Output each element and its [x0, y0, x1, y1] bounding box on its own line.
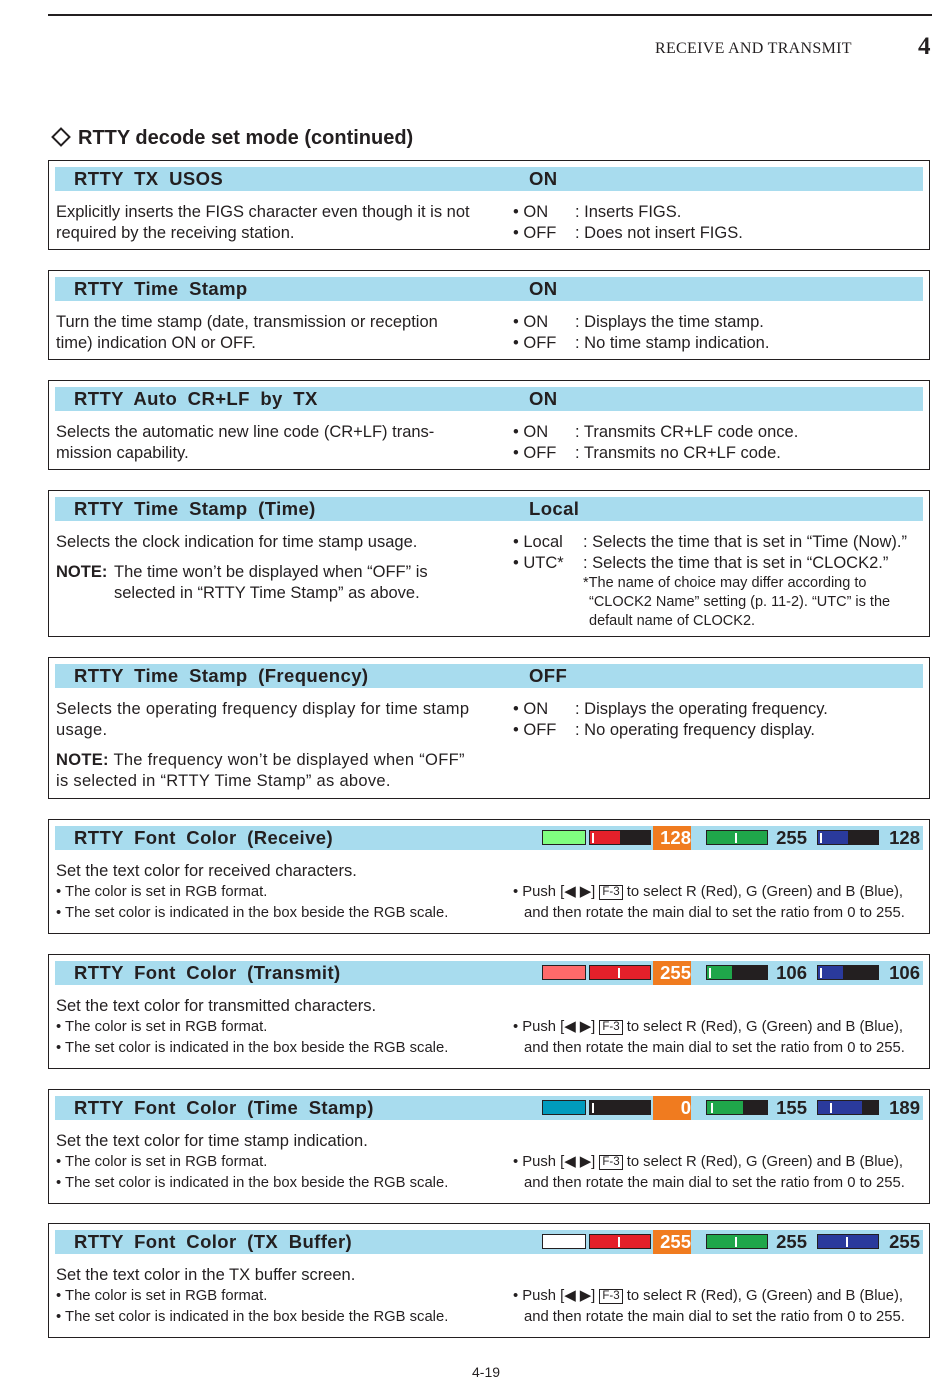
page-number: 4-19	[472, 1364, 501, 1380]
push-text-line2: and then rotate the main dial to set the ratio from 0 to 255.	[524, 1040, 905, 1056]
setting-description	[56, 996, 496, 1059]
description-lead: Set the text color in the TX buffer screen.	[56, 1266, 356, 1284]
green-scale	[706, 1100, 768, 1115]
setting-options	[513, 422, 931, 464]
option-key: • OFF	[513, 444, 557, 462]
note-label: NOTE:	[56, 563, 108, 581]
option-text: : Transmits CR+LF code once.	[575, 423, 799, 441]
setting-description	[56, 1131, 496, 1194]
color-swatch	[542, 965, 586, 980]
setting-default-value: OFF	[529, 665, 568, 686]
red-scale	[589, 1234, 651, 1249]
setting-description	[56, 312, 476, 354]
blue-scale	[817, 830, 879, 845]
description-bullet: • The set color is indicated in the box beside the RGB scale.	[56, 1309, 449, 1325]
push-instruction	[513, 1152, 931, 1194]
description-lead: Set the text color for time stamp indication.	[56, 1132, 368, 1150]
setting-box-font-color-tx-buffer	[48, 1223, 930, 1338]
description-text: Selects the operating frequency display for time stamp usage.	[56, 700, 470, 739]
setting-box-font-color-time-stamp	[48, 1089, 930, 1204]
setting-box-font-color-receive	[48, 819, 930, 934]
setting-label: RTTY Font Color (Receive)	[74, 827, 334, 848]
color-swatch	[542, 1234, 586, 1249]
setting-default-value: Local	[529, 498, 580, 519]
setting-header-bar	[55, 826, 923, 850]
top-rule	[48, 14, 932, 16]
setting-options	[513, 202, 931, 244]
option-item	[513, 699, 931, 720]
option-item	[513, 720, 931, 741]
option-item	[513, 202, 931, 223]
footnote: *The name of choice may differ according to “CLOCK2 Name” setting (p. 11-2). “UTC” is the default name of CLOCK2.	[583, 575, 891, 629]
setting-label: RTTY Font Color (Transmit)	[74, 962, 341, 983]
setting-default-value: ON	[529, 388, 558, 409]
description-text: Turn the time stamp (date, transmission or reception time) indication ON or OFF.	[56, 313, 438, 352]
description-bullet: • The color is set in RGB format.	[56, 1154, 268, 1170]
push-text: • Push [◀ ▶]	[513, 884, 596, 900]
push-instruction	[513, 1017, 931, 1059]
setting-box-time-stamp	[48, 270, 930, 360]
description-text: Explicitly inserts the FIGS character even though it is not required by the receiving station.	[56, 203, 470, 242]
description-bullet: • The color is set in RGB format.	[56, 1288, 268, 1304]
push-text-cont: to select R (Red), G (Green) and B (Blue),	[626, 1154, 904, 1170]
push-instruction	[513, 882, 931, 924]
note-text: The frequency won’t be displayed when “OFF” is selected in “RTTY Time Stamp” as above.	[56, 751, 465, 790]
setting-label: RTTY Font Color (Time Stamp)	[74, 1097, 374, 1118]
note-text: The time won’t be displayed when “OFF” is selected in “RTTY Time Stamp” as above.	[114, 563, 428, 602]
setting-description	[56, 1265, 496, 1328]
push-text: • Push [◀ ▶]	[513, 1019, 596, 1035]
option-key: • Local	[513, 533, 563, 551]
setting-description	[56, 422, 476, 464]
setting-default-value: ON	[529, 278, 558, 299]
description-text: Selects the clock indication for time stamp usage.	[56, 533, 418, 551]
option-text: : No operating frequency display.	[575, 721, 815, 739]
setting-header-bar	[55, 1096, 923, 1120]
f3-key: F-3	[599, 885, 622, 900]
setting-box-font-color-transmit	[48, 954, 930, 1069]
blue-value: 255	[889, 1231, 920, 1252]
red-scale	[589, 830, 651, 845]
green-scale	[706, 1234, 768, 1249]
blue-value: 128	[889, 827, 920, 848]
option-key: • ON	[513, 313, 549, 331]
option-key: • ON	[513, 700, 549, 718]
description-bullet: • The set color is indicated in the box beside the RGB scale.	[56, 1040, 449, 1056]
blue-scale	[817, 1234, 879, 1249]
setting-box-auto-crlf	[48, 380, 930, 470]
option-text: : Transmits no CR+LF code.	[575, 444, 781, 462]
option-text: : Does not insert FIGS.	[575, 224, 743, 242]
green-scale	[706, 965, 768, 980]
setting-header-bar	[55, 387, 923, 411]
push-instruction	[513, 1286, 931, 1328]
setting-description	[56, 699, 476, 792]
color-swatch	[542, 1100, 586, 1115]
option-item	[513, 312, 931, 333]
option-key: • ON	[513, 203, 549, 221]
red-scale	[589, 1100, 651, 1115]
setting-label: RTTY Time Stamp (Frequency)	[74, 665, 369, 686]
setting-label: RTTY Time Stamp (Time)	[74, 498, 316, 519]
red-value: 128	[653, 826, 691, 850]
setting-box-time-stamp-time	[48, 490, 930, 637]
red-value: 255	[653, 1230, 691, 1254]
blue-scale	[817, 965, 879, 980]
option-key: • ON	[513, 423, 549, 441]
option-key: • OFF	[513, 224, 557, 242]
f3-key: F-3	[599, 1155, 622, 1170]
option-item	[513, 422, 931, 443]
option-key: • OFF	[513, 334, 557, 352]
chapter-number: 4	[918, 33, 931, 60]
setting-label: RTTY Time Stamp	[74, 278, 248, 299]
red-scale	[589, 965, 651, 980]
push-text-cont: to select R (Red), G (Green) and B (Blue),	[626, 1288, 904, 1304]
option-item	[513, 553, 931, 574]
setting-box-tx-usos	[48, 160, 930, 250]
push-text-line2: and then rotate the main dial to set the ratio from 0 to 255.	[524, 1309, 905, 1325]
note	[56, 750, 476, 792]
green-value: 106	[776, 962, 807, 983]
description-text: Selects the automatic new line code (CR+LF) trans-mission capability.	[56, 423, 435, 462]
green-value: 255	[776, 827, 807, 848]
option-text: : No time stamp indication.	[575, 334, 770, 352]
diamond-icon	[51, 127, 71, 147]
setting-default-value: ON	[529, 168, 558, 189]
option-item	[513, 333, 931, 354]
description-bullet: • The color is set in RGB format.	[56, 1019, 268, 1035]
note-label: NOTE:	[56, 751, 109, 769]
setting-box-time-stamp-frequency	[48, 657, 930, 799]
running-header: RECEIVE AND TRANSMIT	[655, 40, 852, 57]
setting-label: RTTY Font Color (TX Buffer)	[74, 1231, 353, 1252]
push-text: • Push [◀ ▶]	[513, 1288, 596, 1304]
red-value: 255	[653, 961, 691, 985]
setting-header-bar	[55, 1230, 923, 1254]
push-text-line2: and then rotate the main dial to set the ratio from 0 to 255.	[524, 905, 905, 921]
red-value: 0	[653, 1096, 691, 1120]
setting-header-bar	[55, 961, 923, 985]
option-text: : Selects the time that is set in “CLOCK2.”	[583, 554, 889, 572]
option-text: : Inserts FIGS.	[575, 203, 682, 221]
color-swatch	[542, 830, 586, 845]
green-value: 255	[776, 1231, 807, 1252]
note	[56, 562, 476, 604]
option-key: • OFF	[513, 721, 557, 739]
f3-key: F-3	[599, 1020, 622, 1035]
green-value: 155	[776, 1097, 807, 1118]
setting-description	[56, 861, 496, 924]
option-item	[513, 532, 931, 553]
setting-header-bar	[55, 167, 923, 191]
section-title	[50, 127, 413, 150]
setting-label: RTTY Auto CR+LF by TX	[74, 388, 318, 409]
setting-options	[513, 699, 931, 741]
option-text: : Displays the operating frequency.	[575, 700, 828, 718]
blue-value: 106	[889, 962, 920, 983]
description-bullet: • The color is set in RGB format.	[56, 884, 268, 900]
setting-description	[56, 202, 476, 244]
push-text-cont: to select R (Red), G (Green) and B (Blue),	[626, 884, 904, 900]
blue-scale	[817, 1100, 879, 1115]
setting-options	[513, 532, 931, 646]
push-text: • Push [◀ ▶]	[513, 1154, 596, 1170]
option-item	[513, 443, 931, 464]
setting-label: RTTY TX USOS	[74, 168, 224, 189]
option-key: • UTC*	[513, 554, 564, 572]
option-text: : Selects the time that is set in “Time (Now).”	[583, 533, 907, 551]
description-lead: Set the text color for transmitted characters.	[56, 997, 377, 1015]
push-text-line2: and then rotate the main dial to set the ratio from 0 to 255.	[524, 1175, 905, 1191]
f3-key: F-3	[599, 1289, 622, 1304]
description-bullet: • The set color is indicated in the box beside the RGB scale.	[56, 905, 449, 921]
setting-header-bar	[55, 664, 923, 688]
setting-description	[56, 532, 476, 604]
green-scale	[706, 830, 768, 845]
blue-value: 189	[889, 1097, 920, 1118]
setting-options	[513, 312, 931, 354]
description-lead: Set the text color for received characters.	[56, 862, 357, 880]
description-bullet: • The set color is indicated in the box beside the RGB scale.	[56, 1175, 449, 1191]
section-title-text: RTTY decode set mode (continued)	[78, 127, 414, 149]
push-text-cont: to select R (Red), G (Green) and B (Blue),	[626, 1019, 904, 1035]
option-text: : Displays the time stamp.	[575, 313, 764, 331]
setting-header-bar	[55, 277, 923, 301]
option-item	[513, 223, 931, 244]
setting-header-bar	[55, 497, 923, 521]
